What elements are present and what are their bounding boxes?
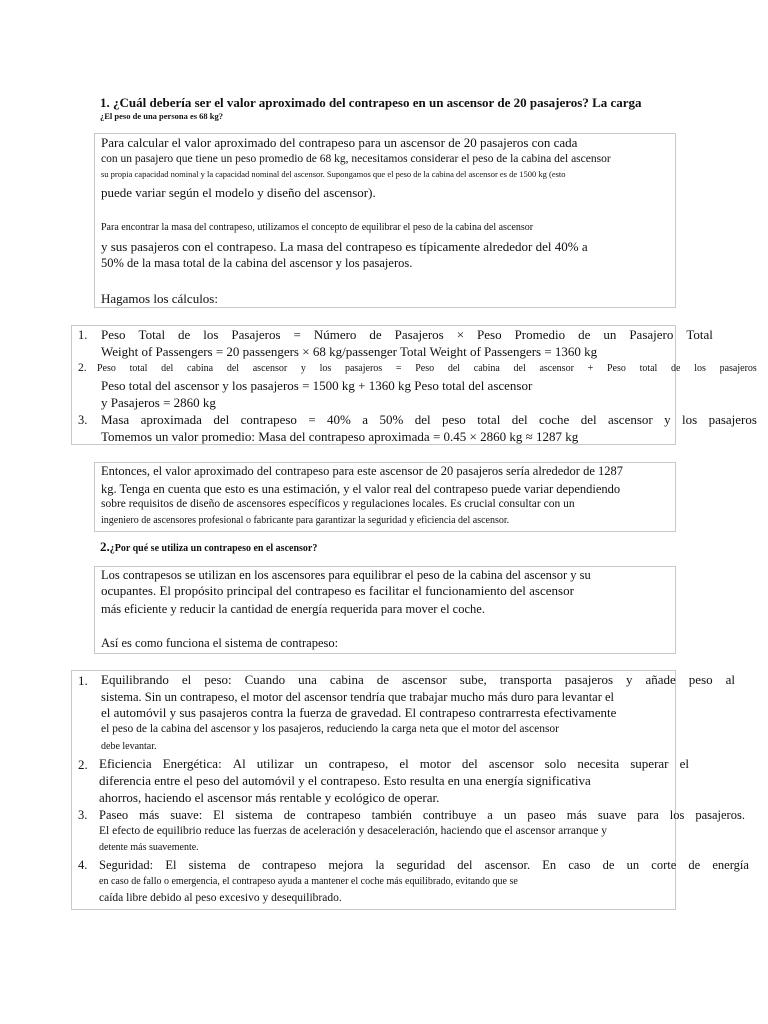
reason-number: 1.	[78, 673, 88, 688]
question-1-number: 1.	[100, 95, 110, 110]
conclusion-line: sobre requisitos de diseño de ascensores específicos y regulaciones locales. Es crucial consultar con un	[101, 498, 575, 510]
reason-1-cont: el automóvil y sus pasajeros contra la fuerza de gravedad. El contrapeso contrarresta efectivamente	[101, 705, 617, 720]
calc-item-number: 3.	[78, 413, 88, 427]
reason-1-line: Equilibrando el peso: Cuando una cabina de ascensor sube, transporta pasajeros y añade peso al	[101, 672, 735, 687]
calc-item-2-cont: y Pasajeros = 2860 kg	[101, 395, 216, 410]
reason-number: 4.	[78, 858, 88, 872]
calc-item-2-cont: Peso total del ascensor y los pasajeros = 1500 kg + 1360 kg Peso total del ascensor	[101, 378, 533, 393]
intro-line: Para calcular el valor aproximado del contrapeso para un ascensor de 20 pasajeros con cada	[101, 135, 578, 150]
counterweight-line: ocupantes. El propósito principal del contrapeso es facilitar el funcionamiento del ascensor	[101, 583, 574, 598]
reason-3-line: Paseo más suave: El sistema de contrapeso también contribuye a un paseo más suave para los pasajeros.	[99, 808, 745, 822]
calc-item-1-line: Peso Total de los Pasajeros = Número de Pasajeros × Peso Promedio de un Pasajero Total	[101, 327, 713, 342]
reason-4-cont: caída libre debido al peso excesivo y desequilibrado.	[99, 892, 342, 904]
reason-number: 2.	[78, 757, 88, 772]
intro-line: puede variar según el modelo y diseño del ascensor).	[101, 185, 376, 200]
reason-3-cont: El efecto de equilibrio reduce las fuerzas de aceleración y desaceleración, haciendo que el ascensor arranque y	[99, 825, 607, 837]
question-2-title	[100, 538, 317, 556]
reason-2-cont: diferencia entre el peso del automóvil y el contrapeso. Esto resulta en una energía significativa	[99, 773, 591, 788]
calc-item-3-line: Masa aproximada del contrapeso = 40% a 50% del peso total del coche del ascensor y los pasajeros	[101, 412, 757, 427]
intro-line: con un pasajero que tiene un peso promedio de 68 kg, necesitamos considerar el peso de la cabina del ascensor	[101, 153, 611, 165]
counterweight-line: más eficiente y reducir la cantidad de energía requerida para mover el coche.	[101, 602, 485, 616]
intro-line: 50% de la masa total de la cabina del ascensor y los pasajeros.	[101, 256, 413, 270]
reason-2-cont: ahorros, haciendo el ascensor más rentable y ecológico de operar.	[99, 790, 440, 805]
reason-1-cont: el peso de la cabina del ascensor y los pasajeros, reduciendo la carga neta que el motor del ascensor	[101, 723, 560, 735]
conclusion-line: kg. Tenga en cuenta que esto es una estimación, y el valor real del contrapeso puede variar dependiendo	[101, 482, 621, 496]
calc-item-number: 2.	[78, 362, 87, 374]
question-1-text: ¿Cuál debería ser el valor aproximado del contrapeso en un ascensor de 20 pasajeros? La carga	[113, 95, 642, 110]
question-2-number: 2.	[100, 539, 110, 554]
conclusion-line: Entonces, el valor aproximado del contrapeso para este ascensor de 20 pasajeros sería alrededor de 1287	[101, 464, 624, 478]
reason-number: 3.	[78, 808, 88, 822]
intro-line: y sus pasajeros con el contrapeso. La masa del contrapeso es típicamente alrededor del 40% a	[101, 239, 588, 254]
conclusion-line: ingeniero de ascensores profesional o fabricante para garantizar la seguridad y eficiencia del ascensor.	[101, 515, 510, 526]
counterweight-line: Los contrapesos se utilizan en los ascensores para equilibrar el peso de la cabina del ascensor y su	[101, 568, 591, 582]
intro-line: su propia capacidad nominal y la capacidad nominal del ascensor. Supongamos que el peso de la cabina del ascensor es de 1500 kg (esto	[101, 169, 566, 179]
calc-item-number: 1.	[78, 328, 88, 342]
calc-item-1-cont: Weight of Passengers = 20 passengers × 68 kg/passenger Total Weight of Passengers = 1360 kg	[101, 344, 598, 359]
counterweight-line: Así es como funciona el sistema de contrapeso:	[101, 636, 339, 650]
question-2-text: ¿Por qué se utiliza un contrapeso en el ascensor?	[109, 543, 318, 554]
question-1-title	[100, 96, 642, 111]
calc-item-2-line: Peso total del cabina del ascensor y los pasajeros = Peso del cabina del ascensor + Peso total de los pasajeros	[97, 363, 757, 374]
reason-1-cont: debe levantar.	[101, 741, 157, 752]
reason-4-cont: en caso de fallo o emergencia, el contrapeso ayuda a mantener el coche más equilibrado, evitando que se	[99, 876, 518, 887]
reason-3-cont: detente más suavemente.	[99, 842, 199, 853]
reason-2-line: Eficiencia Energética: Al utilizar un contrapeso, el motor del ascensor solo necesita superar el	[99, 756, 689, 771]
intro-line: Para encontrar la masa del contrapeso, utilizamos el concepto de equilibrar el peso de la cabina del ascensor	[101, 222, 534, 233]
reason-1-cont: sistema. Sin un contrapeso, el motor del ascensor tendría que trabajar mucho más duro para levantar el	[101, 690, 615, 704]
calc-item-3-cont: Tomemos un valor promedio: Masa del contrapeso aproximada = 0.45 × 2860 kg ≈ 1287 kg	[101, 429, 579, 444]
reason-4-line: Seguridad: El sistema de contrapeso mejora la seguridad del ascensor. En caso de un corte de energía	[99, 858, 749, 872]
question-1-subtitle: ¿El peso de una persona es 68 kg?	[100, 111, 224, 121]
intro-line: Hagamos los cálculos:	[101, 291, 218, 306]
